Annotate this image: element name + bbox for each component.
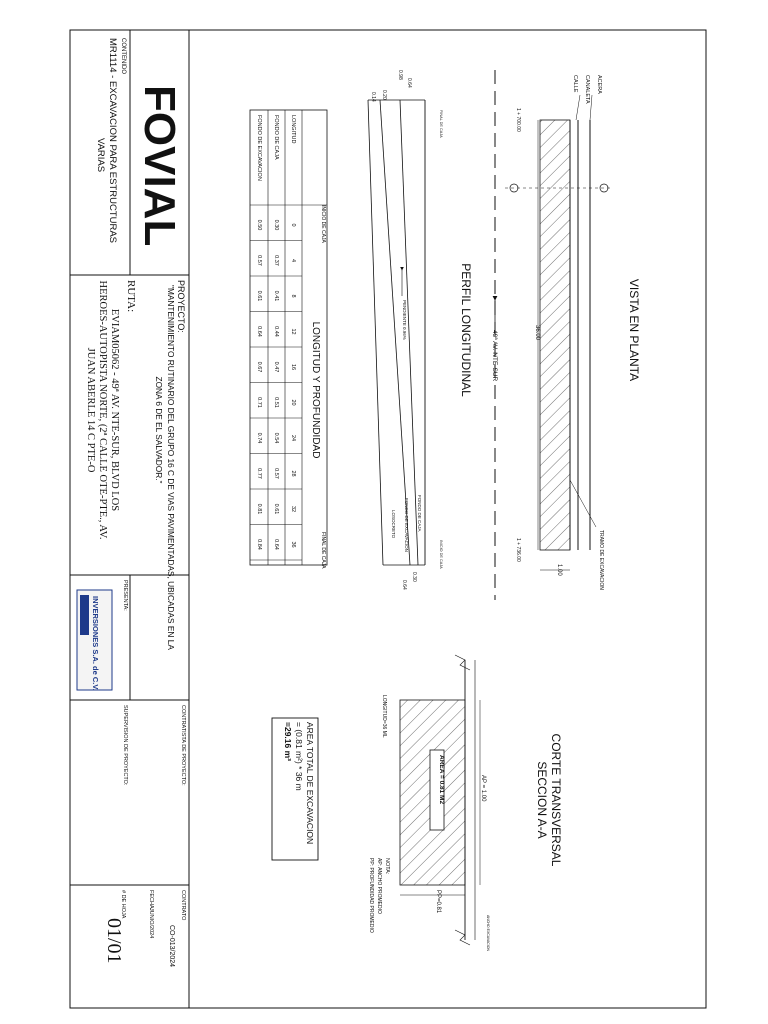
table-cell: 0.64 bbox=[256, 326, 262, 337]
table-cell: 36 bbox=[290, 541, 296, 548]
fovial-logo bbox=[135, 85, 184, 246]
section-title-2: SECCION A-A bbox=[535, 761, 549, 839]
svg-text:0.64: 0.64 bbox=[406, 78, 412, 88]
table-cell: 0.67 bbox=[256, 361, 262, 373]
plan-view bbox=[491, 70, 641, 600]
table-cell: 0.84 bbox=[256, 539, 262, 550]
table-cell: 0.61 bbox=[273, 503, 279, 515]
table-cell: 0.71 bbox=[256, 397, 262, 408]
table-cell: 16 bbox=[290, 363, 296, 371]
ruta-line1: EVIAM05062 - 49ª AV. NTE-SUR, BLVD LOS bbox=[109, 308, 120, 512]
svg-text:AP = 1.00: AP = 1.00 bbox=[480, 775, 486, 802]
svg-text:0.20: 0.20 bbox=[381, 90, 387, 100]
table-cell: 28 bbox=[290, 470, 296, 477]
fecha-label: FECHA: bbox=[148, 890, 154, 911]
table-cell: 0.37 bbox=[273, 255, 279, 266]
table-cell: 0.64 bbox=[273, 539, 279, 550]
table-cell: 0.81 bbox=[256, 503, 262, 515]
table-cell: 0.51 bbox=[273, 397, 279, 408]
table-cell: 8 bbox=[290, 294, 296, 298]
contenido-line2: VARIAS bbox=[95, 137, 106, 173]
svg-text:AP: ANCHO PROMEDIO: AP: ANCHO PROMEDIO bbox=[376, 858, 382, 914]
contrato-value: CO-013/2024 bbox=[168, 925, 175, 968]
ruta-line2: HEROES-AUTOPISTA NORTE, (2ª CALLE OTE-PTE., AV. bbox=[97, 280, 108, 540]
proyecto-line1: "MANTENIMIENTO RUTINARIO DEL GRUPO 16 C DE VIAS PAVIMENTADAS, UBICADAS EN LA bbox=[166, 285, 176, 650]
svg-text:AREA = 0.81 M2: AREA = 0.81 M2 bbox=[438, 755, 445, 805]
svg-text:FONDO DE CAJA: FONDO DE CAJA bbox=[417, 495, 422, 532]
svg-text:LONGITUD=36 ML: LONGITUD=36 ML bbox=[381, 695, 387, 738]
table-row-label: FONDO DE EXCAVACION bbox=[256, 115, 262, 181]
section-title-1: CORTE TRANSVERSAL bbox=[549, 733, 563, 867]
table-cell: 0.57 bbox=[256, 255, 262, 266]
title-block bbox=[77, 38, 186, 967]
svg-text:0.98: 0.98 bbox=[397, 70, 403, 80]
contrato-label: CONTRATO bbox=[180, 890, 186, 921]
svg-text:PP: PROFUNDIDAD PROMEDIO: PP: PROFUNDIDAD PROMEDIO bbox=[368, 858, 374, 933]
svg-text:CALLE: CALLE bbox=[572, 75, 578, 93]
svg-text:AREA TOTAL DE EXCAVACION: AREA TOTAL DE EXCAVACION bbox=[305, 722, 315, 845]
svg-text:0.14: 0.14 bbox=[370, 92, 376, 102]
table-cell: 0.41 bbox=[273, 290, 279, 302]
contenido-line1: MR1114 - EXCAVACION PARA ESTRUCTURAS bbox=[107, 38, 118, 243]
table-cell: 0.30 bbox=[273, 219, 279, 231]
svg-text:ACERA: ACERA bbox=[596, 75, 602, 94]
svg-text:FOVIAL: FOVIAL bbox=[135, 85, 184, 247]
table-cell: 0.54 bbox=[273, 432, 279, 444]
depth-table bbox=[250, 110, 327, 569]
svg-text:CANALETA: CANALETA bbox=[584, 75, 590, 104]
contratista-label: CONTRATISTA DE PROYECTO: bbox=[180, 705, 186, 786]
svg-text:0.64: 0.64 bbox=[401, 580, 407, 590]
company-logo bbox=[77, 590, 112, 691]
area-total-box bbox=[272, 718, 318, 860]
svg-text:= (0.81 m²) * 36 m: = (0.81 m²) * 36 m bbox=[294, 722, 304, 791]
svg-text:0.30: 0.30 bbox=[411, 572, 417, 582]
table-cell: 0.44 bbox=[273, 326, 279, 337]
table-cell: 0 bbox=[290, 223, 296, 227]
svg-text:INVERSIONES S.A. de C.V.: INVERSIONES S.A. de C.V. bbox=[91, 596, 100, 691]
table-title: LONGITUD Y PROFUNDIDAD bbox=[310, 321, 321, 459]
svg-text:TRAMO DE EXCAVACION: TRAMO DE EXCAVACION bbox=[598, 530, 604, 590]
svg-text:1.00: 1.00 bbox=[556, 564, 562, 576]
contenido-label: CONTENIDO bbox=[120, 38, 126, 74]
table-row-label: FONDO DE CAJA bbox=[273, 115, 279, 160]
supervision-label: SUPERVISION DE PROYECTO: bbox=[122, 705, 128, 786]
svg-text:FONDO DE EXCAVACION: FONDO DE EXCAVACION bbox=[404, 498, 409, 552]
svg-text:36.00: 36.00 bbox=[534, 325, 540, 341]
table-row-label: LONGITUD bbox=[290, 115, 296, 144]
profile-view bbox=[368, 70, 473, 590]
table-cell: 32 bbox=[290, 505, 296, 513]
svg-text:1 + 736.00: 1 + 736.00 bbox=[515, 538, 521, 562]
plan-title: VISTA EN PLANTA bbox=[627, 278, 641, 382]
table-cell: 0.57 bbox=[273, 468, 279, 479]
fecha-value: JUNIO/2024 bbox=[148, 908, 154, 939]
profile-title: PERFIL LONGITUDINAL bbox=[459, 263, 473, 397]
proyecto-label: PROYECTO: bbox=[176, 280, 186, 333]
cross-section bbox=[368, 655, 563, 952]
hoja-value: 01/01 bbox=[103, 918, 125, 964]
table-cell: 0.61 bbox=[256, 290, 262, 302]
hoja-label: # DE HOJA bbox=[120, 890, 126, 919]
svg-text:NOTA:: NOTA: bbox=[384, 858, 390, 875]
table-cell: 0.50 bbox=[256, 219, 262, 231]
presenta-label: PRESENTA: bbox=[122, 580, 128, 611]
svg-text:PENDIENTE 0.96%: PENDIENTE 0.96% bbox=[402, 300, 407, 340]
ruta-line3: JUAN ABERLE 14 C PTE-O bbox=[85, 347, 96, 473]
table-cell: 24 bbox=[290, 434, 296, 442]
table-cell: 4 bbox=[290, 258, 296, 263]
svg-text:FINAL DE CAJA: FINAL DE CAJA bbox=[439, 110, 443, 138]
svg-text:ANCHO EXCAVACION: ANCHO EXCAVACION bbox=[486, 915, 490, 952]
table-cell: 12 bbox=[290, 328, 296, 335]
svg-text:=29.16 m³: =29.16 m³ bbox=[283, 722, 293, 761]
svg-text:INICIO DE CAJA: INICIO DE CAJA bbox=[320, 205, 326, 243]
table-cell: 20 bbox=[290, 399, 296, 406]
svg-text:49ª AV. NTE-SUR: 49ª AV. NTE-SUR bbox=[491, 330, 498, 382]
table-cell: 0.74 bbox=[256, 432, 262, 444]
proyecto-line2: ZONA 6 DE EL SALVADOR." bbox=[154, 376, 164, 484]
table-cell: 0.77 bbox=[256, 468, 262, 479]
table-cell: 0.47 bbox=[273, 361, 279, 373]
excavation-strip bbox=[540, 120, 570, 550]
ruta-label: RUTA: bbox=[125, 280, 137, 313]
svg-text:LOSOCRETO: LOSOCRETO bbox=[391, 510, 396, 539]
svg-text:PP=0.81: PP=0.81 bbox=[435, 890, 441, 914]
svg-text:1 + 700.00: 1 + 700.00 bbox=[515, 108, 521, 132]
svg-text:INICIO DE CAJA: INICIO DE CAJA bbox=[439, 540, 443, 569]
svg-text:FINAL DE CAJA: FINAL DE CAJA bbox=[320, 532, 326, 569]
